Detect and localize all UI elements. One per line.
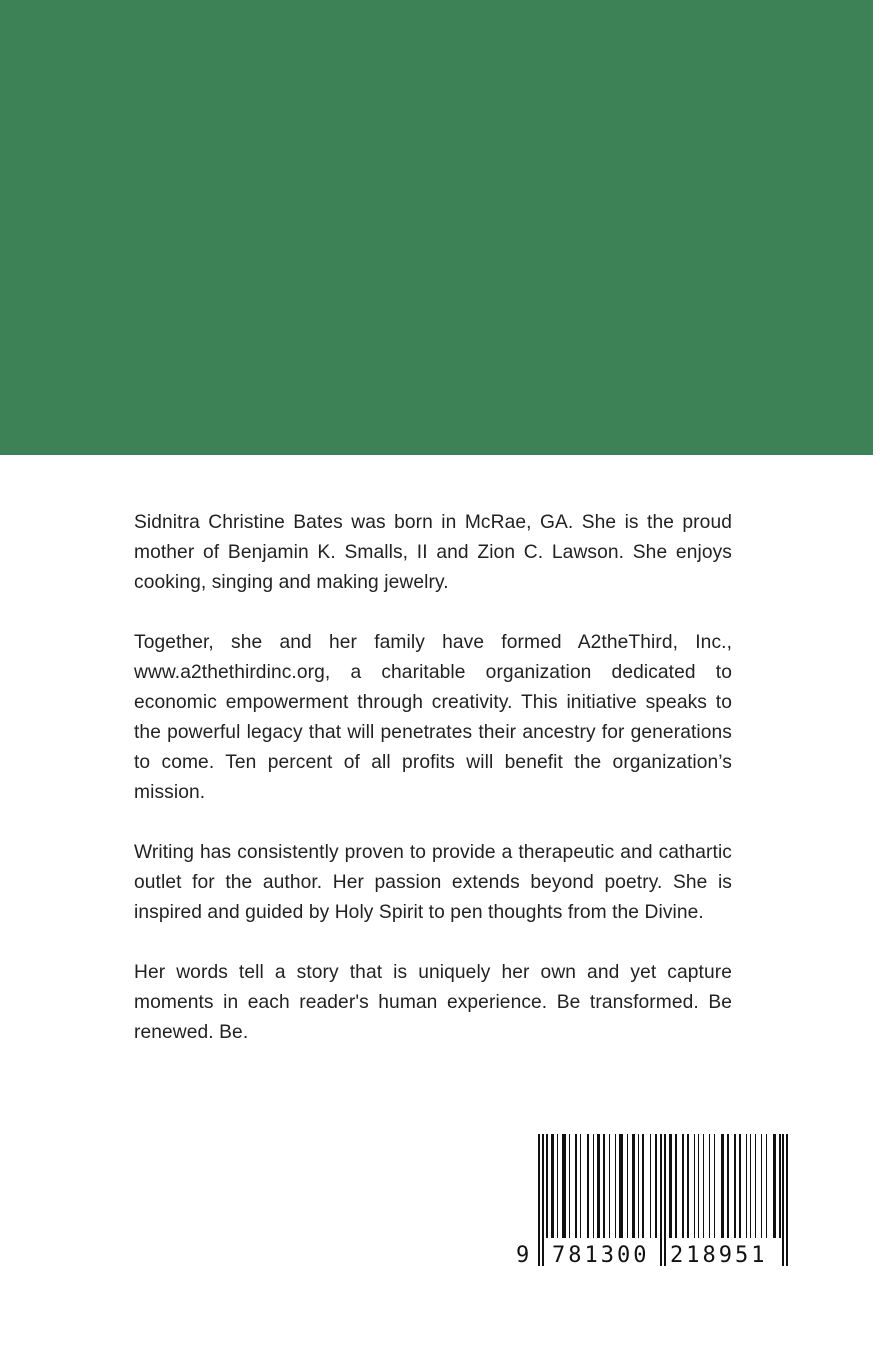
barcode-bar [603,1134,605,1238]
barcode-bar [709,1134,710,1238]
barcode-bar [593,1134,594,1238]
barcode-bar [687,1134,689,1238]
bio-paragraph-3: Writing has consistently proven to provide a therapeutic and cathartic outlet for the author. Her passion extends beyond poetry. She is inspired and guided by Holy Spirit to pen thoughts from the Divine. [134,842,732,923]
barcode-bar [779,1134,781,1238]
isbn-barcode [512,1134,792,1270]
barcode-guard-bar [782,1134,784,1266]
barcode-bar [557,1134,558,1238]
barcode-right-digits: 218951 [670,1243,768,1268]
barcode-guard-bar [664,1134,666,1266]
barcode-bar [755,1134,756,1238]
barcode-bar [727,1134,729,1238]
barcode-bar [703,1134,704,1238]
barcode-bar [675,1134,677,1238]
barcode-bar [619,1134,623,1238]
barcode-bar [714,1134,715,1238]
barcode-bar [746,1134,747,1238]
barcode-bar [761,1134,762,1238]
barcode-graphic [512,1134,792,1270]
barcode-bar [698,1134,699,1238]
barcode-guard-bar [538,1134,540,1266]
barcode-guard-bar [660,1134,662,1266]
bio-paragraph-4: Her words tell a story that is uniquely her own and yet capture moments in each reader's human experience. Be transformed. Be renewed. Be. [134,962,732,1043]
barcode-first-digit: 9 [516,1243,530,1268]
barcode-bar [650,1134,651,1238]
barcode-bar [587,1134,589,1238]
barcode-bar [655,1134,657,1238]
barcode-bar [546,1134,548,1238]
bio-paragraph-2: Together, she and her family have formed A2theThird, Inc., www.a2thethirdinc.org, a charitable organization dedicated to economic empowerment through creativity. This initiative speaks to the powerful legacy that will penetrates their ancestry for generations to come. Ten percent of all profits will benefit the organization’s mission. [134,632,732,803]
barcode-bar [562,1134,566,1238]
barcode-bar [627,1134,628,1238]
barcode-bar [551,1134,554,1238]
cover-color-band [0,0,873,455]
barcode-bar [739,1134,741,1238]
barcode-bar [642,1134,644,1238]
barcode-bar [615,1134,616,1238]
barcode-bar [721,1134,724,1238]
author-bio [134,508,732,1048]
barcode-bar [750,1134,751,1238]
barcode-bar [575,1134,577,1238]
bio-paragraph-1: Sidnitra Christine Bates was born in McRae, GA. She is the proud mother of Benjamin K. Smalls, II and Zion C. Lawson. She enjoys cooking, singing and making jewelry. [134,512,732,593]
barcode-bar [773,1134,776,1238]
barcode-bar [766,1134,767,1238]
barcode-bar [669,1134,672,1238]
barcode-guard-bar [542,1134,544,1266]
barcode-bar [609,1134,610,1238]
barcode-left-digits: 781300 [552,1243,650,1268]
barcode-bar [569,1134,570,1238]
cover-edge [873,0,880,1360]
barcode-bar [682,1134,684,1238]
barcode-bar [580,1134,581,1238]
barcode-bar [632,1134,635,1238]
barcode-bar [638,1134,639,1238]
barcode-bar [734,1134,736,1238]
barcode-bar [694,1134,695,1238]
barcode-bar [597,1134,600,1238]
barcode-guard-bar [786,1134,788,1266]
